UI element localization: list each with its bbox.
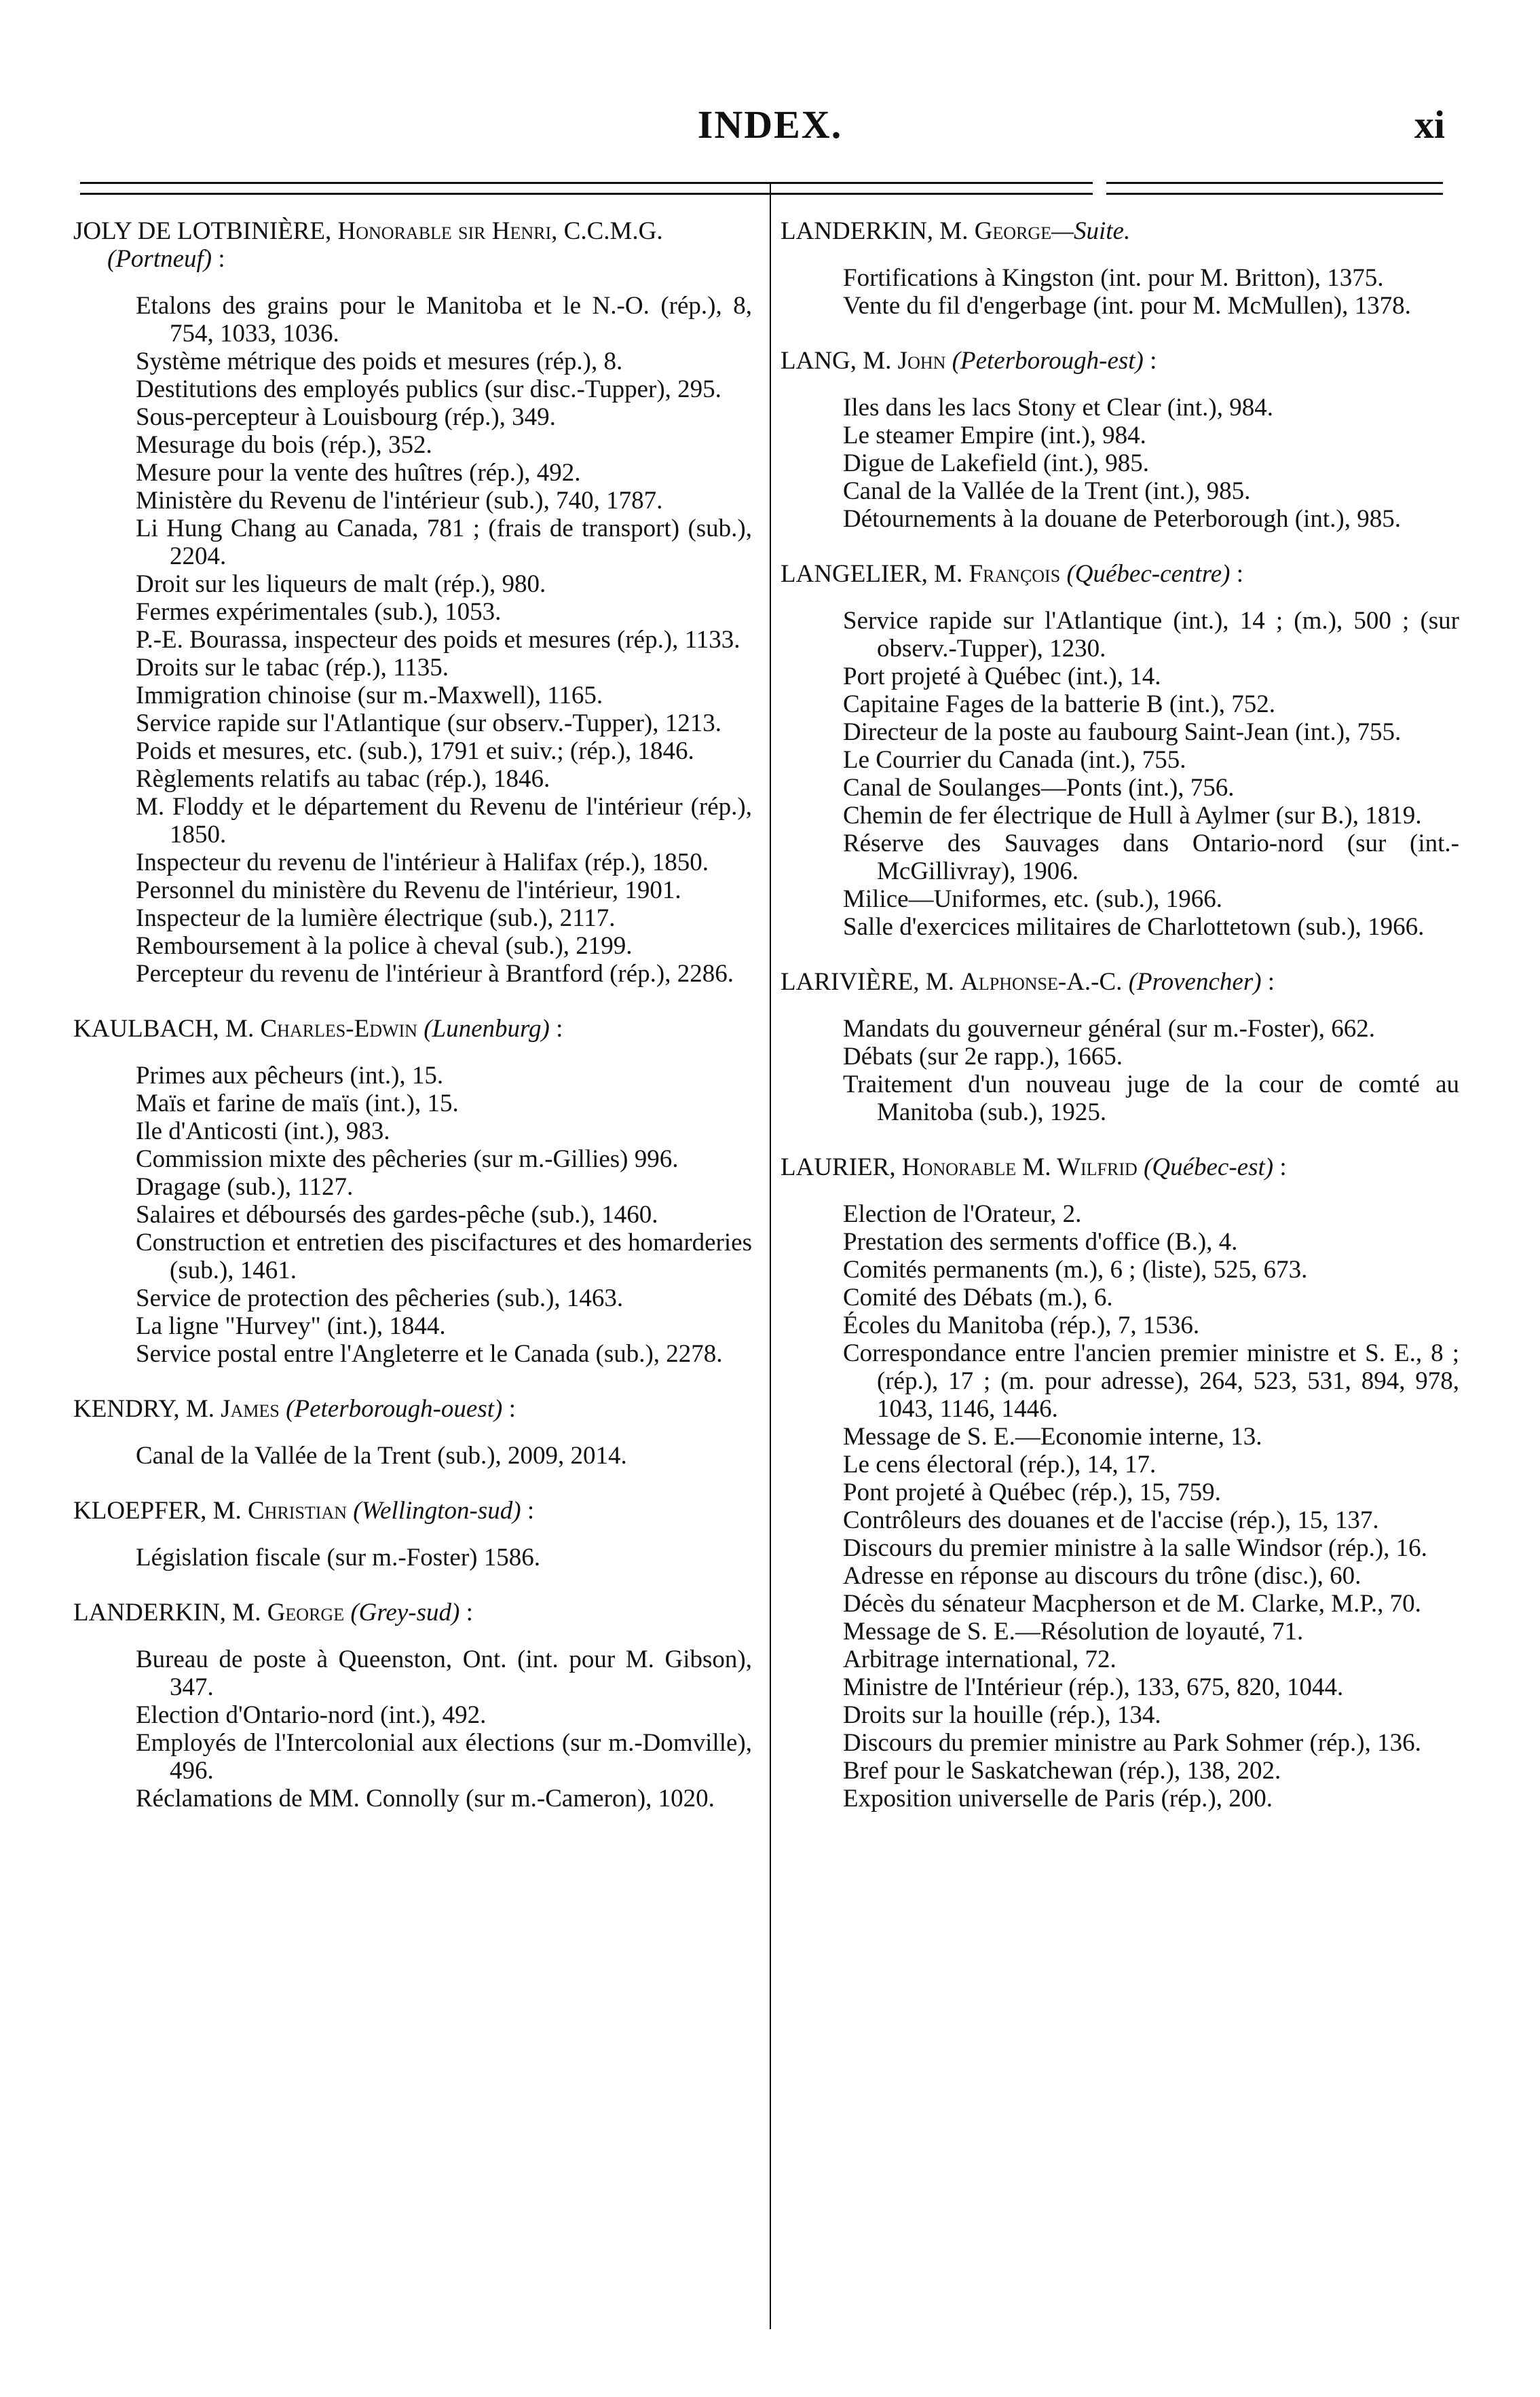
entry-heading [73,1599,752,1627]
index-item: Le cens électoral (rép.), 14, 17. [843,1451,1157,1479]
index-item: Le Courrier du Canada (int.), 755. [843,746,1186,774]
index-item: Traitement d'un nouveau juge de la cour de comté au Manitoba (sub.), 1925. [843,1071,1459,1126]
index-item: Election d'Ontario-nord (int.), 492. [136,1701,487,1729]
entry-heading [73,1015,752,1043]
index-item: Service postal entre l'Angleterre et le Canada (sub.), 2278. [136,1340,723,1368]
index-entry [73,1497,752,1572]
entry-heading [73,217,752,273]
index-item: Discours du premier ministre à la salle Windsor (rép.), 16. [843,1534,1427,1562]
index-entry [781,347,1459,533]
entry-heading [73,1497,752,1525]
index-item: Sous-percepteur à Louisbourg (rép.), 349. [136,403,556,431]
entry-heading [781,347,1459,375]
index-entry [781,217,1459,320]
member-riding: (Peterborough-est) [952,347,1144,375]
entry-heading [781,1153,1459,1181]
index-item: Service de protection des pêcheries (sub.), 1463. [136,1284,624,1312]
index-item: Maïs et farine de maïs (int.), 15. [136,1090,459,1117]
member-riding: (Provencher) [1128,968,1262,996]
entry-heading [73,1395,752,1423]
header-rule-left-top [80,182,1093,184]
index-item: Service rapide sur l'Atlantique (int.), 14 ; (m.), 500 ; (sur observ.-Tupper), 1230. [843,607,1459,663]
index-item: Pont projeté à Québec (rép.), 15, 759. [843,1479,1221,1506]
member-riding: (Peterborough-ouest) [286,1395,503,1423]
heading-suffix: : [459,1599,473,1627]
member-given-name: Alphonse-A.-C. [960,968,1123,996]
entry-heading [781,560,1459,588]
index-item: Droits sur le tabac (rép.), 1135. [136,654,449,682]
index-item: Personnel du ministère du Revenu de l'intérieur, 1901. [136,876,681,904]
member-given-name: François [969,560,1061,588]
index-item: Inspecteur du revenu de l'intérieur à Halifax (rép.), 1850. [136,849,709,876]
index-item: Prestation des serments d'office (B.), 4. [843,1228,1238,1256]
member-name: KAULBACH, M. [73,1015,261,1043]
index-item: Message de S. E.—Economie interne, 13. [843,1423,1262,1451]
member-riding: (Portneuf) [107,245,212,273]
member-given-name: Honorable M. Wilfrid [901,1153,1138,1181]
heading-suffix: : [212,245,225,273]
index-entry [73,1599,752,1813]
page-title: INDEX. [697,103,843,147]
index-item: Réserve des Sauvages dans Ontario-nord (sur (int.-McGillivray), 1906. [843,830,1459,885]
member-given-name: Honorable sir Henri, C.C.M.G. [337,217,663,245]
index-item: Réclamations de MM. Connolly (sur m.-Cameron), 1020. [136,1785,715,1813]
index-item: Salle d'exercices militaires de Charlottetown (sub.), 1966. [843,913,1425,941]
member-name: LAURIER, [781,1153,902,1181]
index-item: Dragage (sub.), 1127. [136,1173,354,1201]
index-item: Bureau de poste à Queenston, Ont. (int. pour M. Gibson), 347. [136,1646,752,1701]
index-entry [73,1015,752,1368]
index-item: Capitaine Fages de la batterie B (int.), 752. [843,690,1276,718]
heading-suffix: : [1261,968,1275,996]
index-item: Adresse en réponse au discours du trône (disc.), 60. [843,1562,1361,1590]
heading-suffix: : [521,1497,535,1525]
member-given-name: George [974,217,1052,245]
index-item: Ministère du Revenu de l'intérieur (sub.), 740, 1787. [136,487,663,515]
member-riding: (Québec-est) [1144,1153,1274,1181]
index-item: Inspecteur de la lumière électrique (sub.), 2117. [136,904,616,932]
index-item: Comité des Débats (m.), 6. [843,1284,1113,1312]
index-item: P.-E. Bourassa, inspecteur des poids et mesures (rép.), 1133. [136,626,740,654]
index-item: Le steamer Empire (int.), 984. [843,422,1146,449]
member-name: LARIVIÈRE, M. [781,968,961,996]
member-name: JOLY DE LOTBINIÈRE, [73,217,338,245]
index-item: Discours du premier ministre au Park Sohmer (rép.), 136. [843,1729,1421,1757]
entry-heading [781,968,1459,996]
index-item: Immigration chinoise (sur m.-Maxwell), 1165. [136,682,603,709]
member-given-name: Christian [247,1497,347,1525]
index-item: Construction et entretien des piscifactures et des homarderies (sub.), 1461. [136,1229,752,1284]
index-item: Comités permanents (m.), 6 ; (liste), 525, 673. [843,1256,1308,1284]
index-entry [781,1153,1459,1813]
index-item: Fermes expérimentales (sub.), 1053. [136,598,502,626]
index-item: Ile d'Anticosti (int.), 983. [136,1117,390,1145]
index-item: Chemin de fer électrique de Hull à Aylmer (sur B.), 1819. [843,802,1422,830]
index-item: Percepteur du revenu de l'intérieur à Brantford (rép.), 2286. [136,960,734,988]
index-item: Débats (sur 2e rapp.), 1665. [843,1043,1123,1071]
right-column [781,217,1459,2335]
index-item: Commission mixte des pêcheries (sur m.-Gillies) 996. [136,1145,679,1173]
index-item: Arbitrage international, 72. [843,1646,1116,1673]
index-item: La ligne "Hurvey" (int.), 1844. [136,1312,446,1340]
index-item: Destitutions des employés publics (sur disc.-Tupper), 295. [136,375,721,403]
index-item: Remboursement à la police à cheval (sub.), 2199. [136,932,633,960]
index-item: Election de l'Orateur, 2. [843,1200,1082,1228]
index-item: Droits sur la houille (rép.), 134. [843,1701,1161,1729]
index-item: Directeur de la poste au faubourg Saint-Jean (int.), 755. [843,718,1402,746]
member-name: KLOEPFER, M. [73,1497,248,1525]
member-name: LANDERKIN, M. [73,1599,267,1627]
index-item: M. Floddy et le département du Revenu de l'intérieur (rép.), 1850. [136,793,752,849]
member-riding: (Grey-sud) [350,1599,460,1627]
entry-heading [781,217,1459,245]
member-riding: (Québec-centre) [1066,560,1231,588]
index-item: Milice—Uniformes, etc. (sub.), 1966. [843,885,1222,913]
left-column [73,217,752,2335]
heading-suffix: : [549,1015,563,1043]
index-item: Bref pour le Saskatchewan (rép.), 138, 202. [843,1757,1281,1785]
index-item: Droit sur les liqueurs de malt (rép.), 980. [136,570,546,598]
index-item: Législation fiscale (sur m.-Foster) 1586. [136,1544,540,1572]
member-name: LANGELIER, M. [781,560,969,588]
index-item: Correspondance entre l'ancien premier ministre et S. E., 8 ; (rép.), 17 ; (m. pour adresse), 264, 523, 531, 894, 978, 1043, 1146, 1446. [843,1339,1459,1423]
index-item: Mandats du gouverneur général (sur m.-Foster), 662. [843,1015,1375,1043]
index-item: Primes aux pêcheurs (int.), 15. [136,1062,444,1090]
index-item: Port projeté à Québec (int.), 14. [843,663,1161,690]
index-item: Règlements relatifs au tabac (rép.), 1846. [136,765,550,793]
member-given-name: James [221,1395,280,1423]
header-rule-right-top [1106,182,1443,184]
page-header [0,102,1540,149]
index-item: Détournements à la douane de Peterborough (int.), 985. [843,505,1401,533]
index-entry [73,217,752,988]
index-item: Etalons des grains pour le Manitoba et le N.-O. (rép.), 8, 754, 1033, 1036. [136,292,752,348]
index-item: Vente du fil d'engerbage (int. pour M. McMullen), 1378. [843,292,1411,320]
index-item: Digue de Lakefield (int.), 985. [843,449,1150,477]
index-item: Contrôleurs des douanes et de l'accise (rép.), 15, 137. [843,1506,1379,1534]
column-divider [770,183,771,2329]
member-riding: (Wellington-sud) [353,1497,521,1525]
index-item: Canal de Soulanges—Ponts (int.), 756. [843,774,1235,802]
index-item: Système métrique des poids et mesures (rép.), 8. [136,348,623,375]
heading-suffix: : [1230,560,1243,588]
index-item: Li Hung Chang au Canada, 781 ; (frais de transport) (sub.), 2204. [136,515,752,570]
header-rule-right-bottom [1106,193,1443,195]
index-item: Mesurage du bois (rép.), 352. [136,431,432,459]
index-item: Mesure pour la vente des huîtres (rép.), 492. [136,459,581,487]
member-given-name: John [897,347,946,375]
member-name: LANDERKIN, M. [781,217,975,245]
index-entry [73,1395,752,1470]
heading-suffix: : [1273,1153,1287,1181]
member-riding: (Lunenburg) [424,1015,550,1043]
member-given-name: Charles-Edwin [260,1015,417,1043]
index-item: Message de S. E.—Résolution de loyauté, 71. [843,1618,1304,1646]
index-item: Poids et mesures, etc. (sub.), 1791 et suiv.; (rép.), 1846. [136,737,694,765]
index-entry [781,560,1459,941]
index-item: Fortifications à Kingston (int. pour M. Britton), 1375. [843,264,1384,292]
heading-suffix: : [1143,347,1157,375]
index-item: Exposition universelle de Paris (rép.), 200. [843,1785,1273,1813]
index-item: Canal de la Vallée de la Trent (sub.), 2009, 2014. [136,1442,627,1470]
index-item: Employés de l'Intercolonial aux élections (sur m.-Domville), 496. [136,1729,752,1785]
index-item: Iles dans les lacs Stony et Clear (int.), 984. [843,394,1274,422]
member-name: KENDRY, M. [73,1395,221,1423]
member-riding: —Suite. [1051,217,1131,245]
heading-suffix: : [502,1395,516,1423]
index-item: Salaires et déboursés des gardes-pêche (sub.), 1460. [136,1201,658,1229]
member-name: LANG, M. [781,347,898,375]
index-item: Service rapide sur l'Atlantique (sur observ.-Tupper), 1213. [136,709,721,737]
index-item: Écoles du Manitoba (rép.), 7, 1536. [843,1312,1200,1339]
page-number: xi [1414,103,1445,147]
header-rule-left-bottom [80,193,1093,195]
index-entry [781,968,1459,1126]
member-given-name: George [267,1599,345,1627]
index-item: Ministre de l'Intérieur (rép.), 133, 675, 820, 1044. [843,1673,1344,1701]
index-item: Décès du sénateur Macpherson et de M. Clarke, M.P., 70. [843,1590,1421,1618]
index-item: Canal de la Vallée de la Trent (int.), 985. [843,477,1251,505]
